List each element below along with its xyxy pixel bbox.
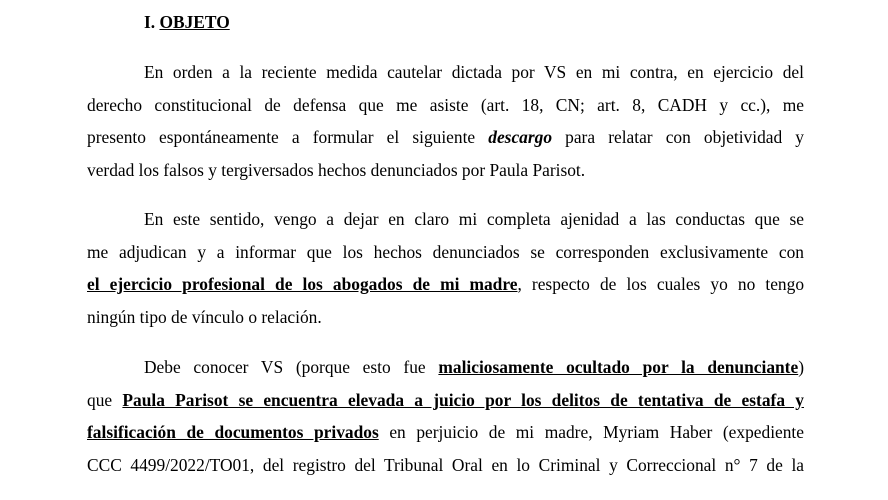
paragraph-line [87,89,804,122]
line-text: que [87,389,123,410]
emphasis-ocultado: maliciosamente ocultado por la denunciante [438,357,799,377]
line-text: en perjuicio de mi madre, Myriam Haber (expediente [378,422,804,442]
line-text: ningún tipo de vínculo o relación. [87,306,322,327]
paragraph-line [87,236,804,269]
emphasis-parisot: Paula Parisot se encuentra elevada a juicio por los delitos de tentativa de estafa y [122,389,804,410]
line-text: me adjudican y a informar que los hechos denunciados se corresponden exclusivamente con [87,241,804,262]
section-title: OBJETO [159,12,230,32]
line-text: En orden a la reciente medida cautelar dictada por VS en mi contra, en ejercicio del [144,62,804,82]
line-text: En este sentido, vengo a dejar en claro mi completa ajenidad a las conductas que se [144,209,804,229]
emphasis-abogados: el ejercicio profesional de los abogados de mi madre [87,274,518,294]
paragraph-line [87,154,804,187]
section-number: I. [144,12,156,32]
emphasis-falsificacion: falsificación de documentos privados [87,422,379,442]
paragraph-line [87,56,804,89]
line-text: presento espontáneamente a formular el siguiente [87,127,489,147]
line-text: , respecto de los cuales yo no tengo [517,274,805,294]
line-text: para relatar con objetividad y [552,127,804,147]
paragraph-1 [87,56,804,186]
paragraph-3 [87,351,804,481]
paragraph-line [87,351,804,384]
section-heading [144,12,230,33]
paragraph-line [87,121,804,154]
line-text: derecho constitucional de defensa que me asiste (art. 18, CN; art. 8, CADH y cc.), me [87,94,804,115]
paragraph-line [87,384,804,417]
emphasis-descargo: descargo [488,127,553,147]
line-text: Debe conocer VS (porque esto fue [144,357,439,377]
paragraph-line [87,449,804,482]
line-text: ) [798,357,804,377]
paragraph-line [87,301,804,334]
line-text: verdad los falsos y tergiversados hechos denunciados por Paula Parisot. [87,159,586,180]
line-text: CCC 4499/2022/TO01, del registro del Tribunal Oral en lo Criminal y Correccional n° 7 de la [87,454,804,475]
paragraph-line [87,416,804,449]
paragraph-line [87,203,804,236]
paragraph-line [87,268,804,301]
paragraph-2 [87,203,804,333]
